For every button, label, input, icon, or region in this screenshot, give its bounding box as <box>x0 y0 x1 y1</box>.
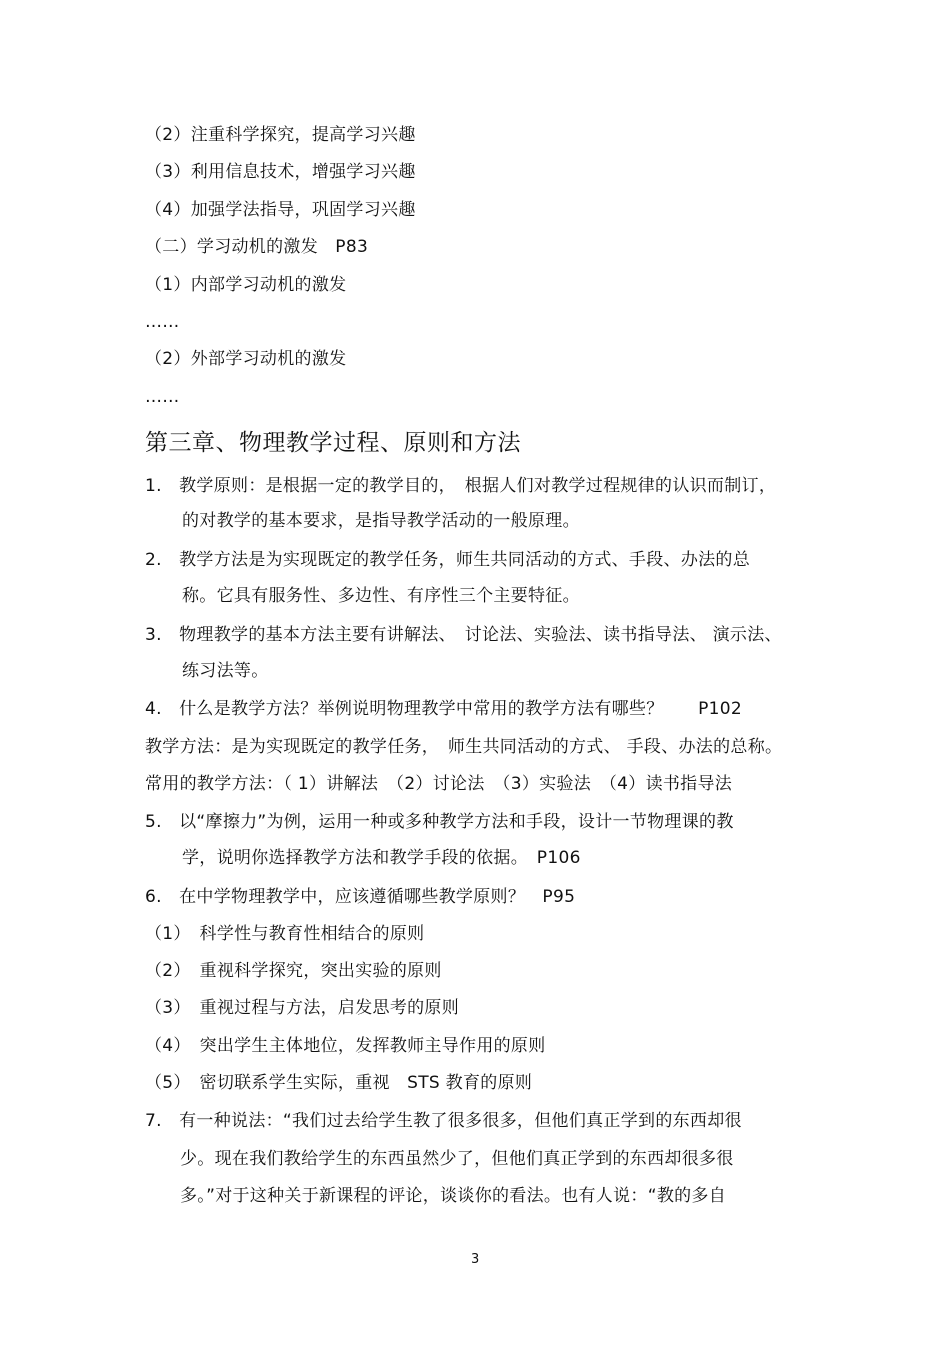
principle-1: （1） 科学性与教育性相结合的原则 <box>145 924 425 944</box>
item-4-definition: 教学方法：是为实现既定的教学任务， 师生共同活动的方式、 手段、办法的总称。 <box>145 737 783 757</box>
text-line: （二）学习动机的激发 P83 <box>145 237 369 257</box>
item-7-line-3: 多。”对于这种关于新课程的评论，谈谈你的看法。也有人说：“教的多自 <box>180 1186 727 1206</box>
ellipsis-line: …… <box>145 387 180 407</box>
principle-4: （4） 突出学生主体地位，发挥教师主导作用的原则 <box>145 1036 546 1056</box>
item-3-line-1: 3. 物理教学的基本方法主要有讲解法、 讨论法、实验法、读书指导法、 演示法、 <box>145 625 782 645</box>
item-4-method-list: 常用的教学方法：（ 1）讲解法 （2）讨论法 （3）实验法 （4）读书指导法 <box>145 774 733 794</box>
item-1-line-2: 的对教学的基本要求，是指导教学活动的一般原理。 <box>182 511 580 531</box>
page-number: 3 <box>471 1252 480 1267</box>
item-1-line-1: 1. 教学原则：是根据一定的教学目的， 根据人们对教学过程规律的认识而制订， <box>145 476 777 496</box>
item-5-line-2: 学，说明你选择教学方法和教学手段的依据。 P106 <box>182 848 581 868</box>
item-2-line-1: 2. 教学方法是为实现既定的教学任务，师生共同活动的方式、手段、办法的总 <box>145 550 751 570</box>
principle-2: （2） 重视科学探究，突出实验的原则 <box>145 961 442 981</box>
item-6-question: 6. 在中学物理教学中，应该遵循哪些教学原则？ P95 <box>145 887 576 907</box>
text-line: （3）利用信息技术，增强学习兴趣 <box>145 162 416 182</box>
item-2-line-2: 称。它具有服务性、多边性、有序性三个主要特征。 <box>182 586 580 606</box>
ellipsis-line: …… <box>145 312 180 332</box>
text-line: （2）外部学习动机的激发 <box>145 349 347 369</box>
principle-5: （5） 密切联系学生实际，重视 STS 教育的原则 <box>145 1073 533 1093</box>
item-4-question: 4. 什么是教学方法？举例说明物理教学中常用的教学方法有哪些？ P102 <box>145 699 743 719</box>
principle-3: （3） 重视过程与方法，启发思考的原则 <box>145 998 460 1018</box>
text-line: （1）内部学习动机的激发 <box>145 275 347 295</box>
item-7-line-2: 少。现在我们教给学生的东西虽然少了，但他们真正学到的东西却很多很 <box>180 1149 734 1169</box>
text-line: （2）注重科学探究，提高学习兴趣 <box>145 125 416 145</box>
item-7-line-1: 7. 有一种说法：“我们过去给学生教了很多很多，但他们真正学到的东西却很 <box>145 1111 742 1131</box>
item-5-line-1: 5. 以“摩擦力”为例，运用一种或多种教学方法和手段，设计一节物理课的教 <box>145 812 734 832</box>
item-3-line-2: 练习法等。 <box>182 661 269 681</box>
text-line: （4）加强学法指导，巩固学习兴趣 <box>145 200 416 220</box>
chapter-heading: 第三章、物理教学过程、原则和方法 <box>145 430 521 456</box>
